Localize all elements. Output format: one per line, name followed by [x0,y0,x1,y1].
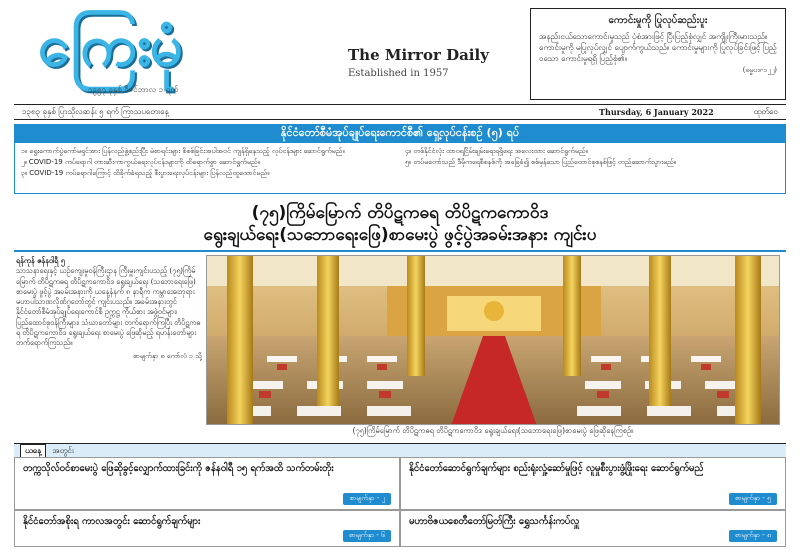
objective-item: ၁။ ရွေးကောက်ပွဲကော်မရှင်အား ပြန်လည်ဖွဲ့စည်းပြီး မဲစာရင်းများ စိစစ်ခြင်းအပါအဝင် ကျန်ရှိနေသည့် လုပ်ငန်းများ ဆောင်ရွက်မည်။ [21,147,345,155]
objectives-column-left [21,146,395,190]
objective-item: ၄။ တစ်နိုင်ငံလုံး ထာဝရငြိမ်းချမ်းရေးရရှိရေး အလေးထား ဆောင်ရွက်မည်။ [405,147,588,155]
photo-caption: (၇၅)ကြိမ်မြောက် တိပိဋကဓရ တိပိဋကကောဝိဒ ရွေးချယ်ရေး(သဘောရေးဖြေ)စာမေးပွဲ ဖြေဆိုနေကြစဉ်။ [352,426,634,435]
issue-line: ၁၉၅၇ ခုနှစ် ဒီဇင်ဘာလ ၁ ရက် [88,85,179,94]
inside-today-sublabel: အတွင်း [52,445,74,455]
inside-today-label: ယနေ့ [20,444,46,458]
date-bar [14,104,786,120]
article-continued: စာမျက်နှာ ၈ ကော်လံ ၁ သို့ [133,351,202,360]
page-reference: စာမျက်နှာ - ၂ [343,493,391,505]
inside-today-header [14,443,786,457]
inside-item[interactable] [14,457,400,510]
article-byline: ရန်ကုန် ဇန်နဝါရီ ၅ [16,256,65,265]
quote-box-title: ကောင်းမှုကို ပြုလုပ်ဆည်းပူး [608,15,708,26]
inside-item-text: တက္ကသိုလ်ဝင်စာမေးပွဲ ဖြေဆိုခွင့်လျှောက်ထားခြင်းကို ဇန်နဝါရီ ၁၅ ရက်အထိ သက်တမ်းတိုး [23,463,334,474]
main-headline [14,202,786,246]
inside-item[interactable] [14,510,400,547]
headline-divider [14,250,786,252]
inside-item[interactable] [400,510,786,547]
objectives-box [14,142,786,194]
objectives-column-right [405,146,779,190]
main-headline-line2: ရွေးချယ်ရေး(သဘောရေးဖြေ)စာမေးပွဲ ဖွင့်ပွဲအခမ်းအနား ကျင်းပ [203,225,597,245]
inside-today-grid [14,457,786,547]
quote-box [530,8,786,100]
masthead-logo: ကြေးမုံ [38,11,181,79]
page-reference: စာမျက်နှာ - ၆ [343,530,391,542]
issue-tag: ထုတ်ဝေ [753,107,778,116]
established-line: Established in 1957 [348,68,449,79]
article-body: သာသနာရေးနှင့် ယဉ်ကျေးမှုဝန်ကြီးဌာန ကြီးမှူးကျင်းပသည့် (၇၅)ကြိမ်မြောက် တိပိဋကဓရ တိပိဋကကောဝိဒ ရွေးချယ်ရေး (သဘောရေးဖြေ) စာမေးပွဲ ဖွင့်ပွဲ အခမ်းအနားကို ယနေ့နံနက် ၈ နာရီက ကမ္ဘာအေးဘုရား မဟာပါသာဏလိုဏ်ဂူတော်တွင် ကျင်းပသည်။ အခမ်းအနားတွင် နိုင်ငံတော်စီမံအုပ်ချုပ်ရေးကောင်စီ ဥက္ကဋ္ဌ ကိုယ်စား အဖွဲ့ဝင်များ၊ ပြည်ထောင်စုဝန်ကြီးများ၊ သံဃာတော်များ တက်ရောက်ကြပြီး တိပိဋကဓရ တိပိဋကကောဝိဒ ရွေးချယ်ရေး စာမေးပွဲ ဖြေဆိုမည့် ရဟန်းတော်များ တက်ရောက်ကြသည်။ [16,266,201,348]
inside-item-text: မဟာဗိဇယစေတီတော်မြတ်ကြီး ရွှေသင်္ကန်းကပ်လှူ [409,516,580,527]
inside-item-text: နိုင်ငံတော်ဆောင်ရွက်ချက်များ စည်းရုံးလှုံ့ဆော်မှုဖြင့် လူမှုစီးပွားဖွံ့ဖြိုးရေး ဆောင်ရွက်မည် [409,463,704,474]
page-reference: စာမျက်နှာ - ၈ [729,530,777,542]
myanmar-date: ၁၃၈၃ ခုနှစ် ပြာသိုလဆန်း ၅ ရက် ကြာသပတေးနေ့ [22,107,169,116]
exam-hall-image [207,256,780,425]
english-date: Thursday, 6 January 2022 [599,107,714,117]
english-title: The Mirror Daily [348,46,489,64]
objective-item: ၅။ တပ်မတော်သည် ဒီမိုကရေစီစနစ်ကို အခြေခံ၍ စစ်မှန်သော ပြည်ထောင်စုစနစ်ဖြင့် တည်ဆောက်သွားမည်။ [405,158,676,166]
objective-item: ၃။ COVID-19 ကပ်ရောဂါကြောင့် ထိခိုက်ခံရသည့် စီးပွားရေးလုပ်ငန်းများ ပြန်လည်ထူထောင်မည်။ [21,169,270,177]
quote-box-source: (ဓမ္မပဒ-၁၂၂) [742,66,777,74]
objective-item: ၂။ COVID-19 ကပ်ရောဂါ တားဆီးကာကွယ်ရေးလုပ်ငန်းများကို ထိရောက်စွာ ဆောင်ရွက်မည်။ [21,158,260,166]
lead-photo [206,255,780,425]
quote-box-body: အနည်းငယ်သောကောင်းမှုသည် ပုံစံအားဖြင့် ပြီးပြည့်စုံလျှင် အကျိုးကြီးမားသည်။ ကောင်းမှုကို မပြုလုပ်လျှင် ပျောက်ကွယ်သည်။ ကောင်းမှုများကို ပြုလုပ်ခြင်းဖြင့် ပြည့်ဝသော ကောင်းမှုရရှိ ပြည့်စုံ၏။ [539,32,777,63]
objectives-banner: နိုင်ငံတော်စီမံအုပ်ချုပ်ရေးကောင်စီ၏ ရှေ့လုပ်ငန်းစဉ် (၅) ရပ် [14,124,786,142]
masthead [18,6,518,102]
inside-item-text: နိုင်ငံတော်အစိုးရ ကာလအတွင်း ဆောင်ရွက်ချက်များ [23,516,201,527]
lead-article [16,256,202,432]
main-headline-line1: (၇၅)ကြိမ်မြောက် တိပိဋကဓရ တိပိဋကကောဝိဒ [251,203,549,223]
page-reference: စာမျက်နှာ - ၅ [729,493,777,505]
inside-item[interactable] [400,457,786,510]
